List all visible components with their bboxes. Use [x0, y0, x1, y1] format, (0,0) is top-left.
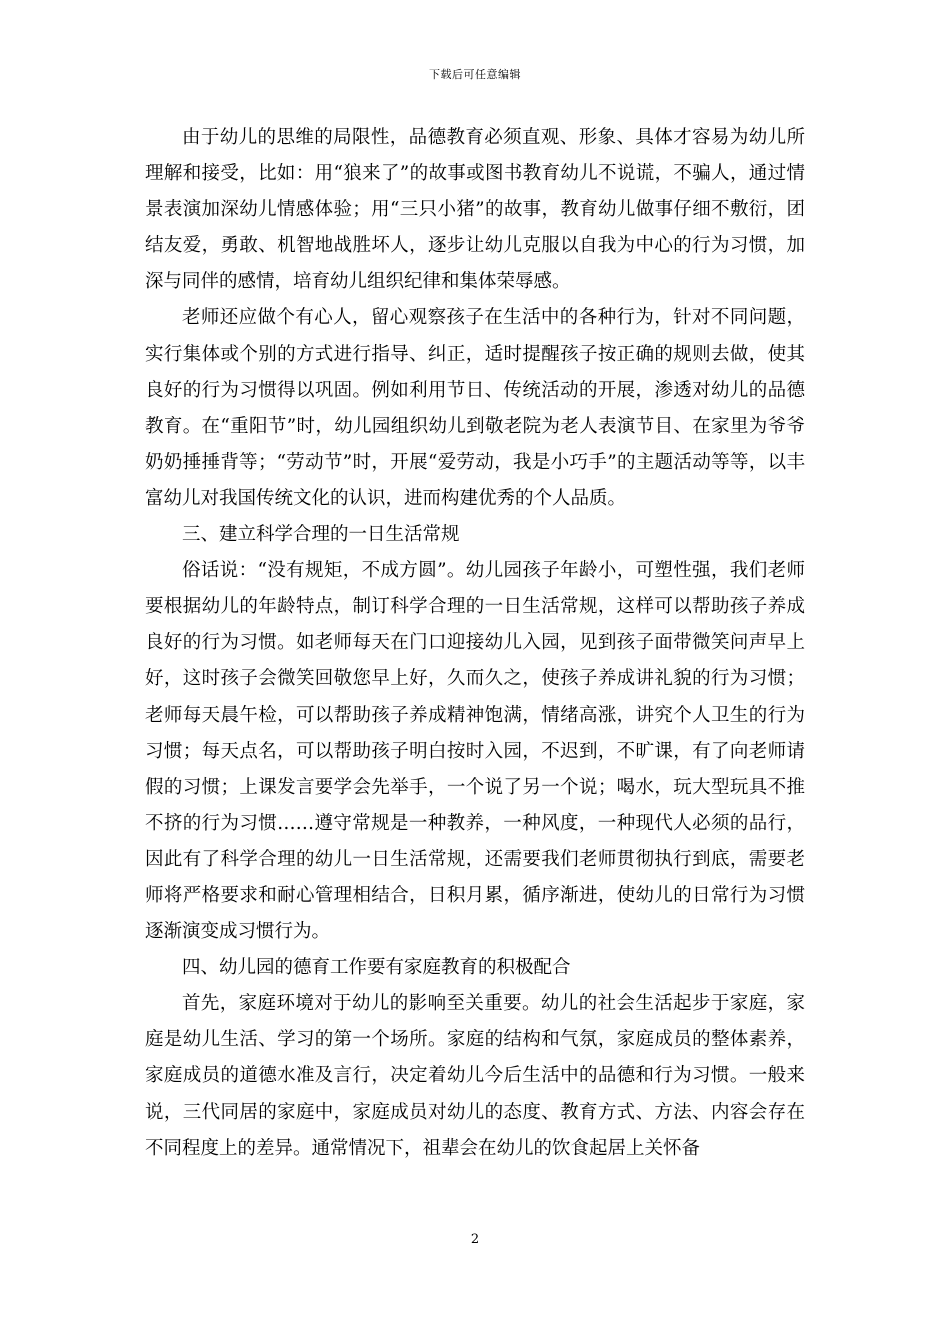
section-heading-family-education: 四、幼儿园的德育工作要有家庭教育的积极配合: [182, 957, 571, 979]
section-heading-daily-routine: 三、建立科学合理的一日生活常规: [182, 524, 460, 546]
paragraph-teacher-observation: 老师还应做个有心人，留心观察孩子在生活中的各种行为，针对不同问题，实行集体或个别的方式进行指导、纠正，适时提醒孩子按正确的规则去做，使其良好的行为习惯得以巩固。例如利用节日、传统活动的开展，渗透对幼儿的品德教育。在“重阳节”时，幼儿园组织幼儿到敬老院为老人表演节目、在家里为爷爷奶奶捶捶背等；“劳动节”时，开展“爱劳动，我是小巧手”的主题活动等等，以丰富幼儿对我国传统文化的认识，进而构建优秀的个人品质。: [145, 307, 805, 509]
page-header: 下载后可任意编辑: [429, 68, 521, 81]
paragraph-moral-education: 由于幼儿的思维的局限性，品德教育必须直观、形象、具体才容易为幼儿所理解和接受，比如：用“狼来了”的故事或图书教育幼儿不说谎，不骗人，通过情景表演加深幼儿情感体验；用“三只小猪”的故事，教育幼儿做事仔细不敷衍，团结友爱，勇敢、机智地战胜坏人，逐步让幼儿克服以自我为中心的行为习惯，加深与同伴的感情，培育幼儿组织纪律和集体荣辱感。: [145, 127, 805, 293]
page-number: 2: [470, 1232, 480, 1247]
paragraph-family-environment: 首先，家庭环境对于幼儿的影响至关重要。幼儿的社会生活起步于家庭，家庭是幼儿生活、学习的第一个场所。家庭的结构和气氛，家庭成员的整体素养，家庭成员的道德水准及言行，决定着幼儿今后生活中的品德和行为习惯。一般来说，三代同居的家庭中，家庭成员对幼儿的态度、教育方式、方法、内容会存在不同程度上的差异。通常情况下，祖辈会在幼儿的饮食起居上关怀备: [145, 993, 805, 1159]
document-body: [145, 120, 805, 1167]
paragraph-daily-routine: 俗话说：“没有规矩，不成方圆”。幼儿园孩子年龄小，可塑性强，我们老师要根据幼儿的年龄特点，制订科学合理的一日生活常规，这样可以帮助孩子养成良好的行为习惯。如老师每天在门口迎接幼儿入园，见到孩子面带微笑问声早上好，这时孩子会微笑回敬您早上好，久而久之，使孩子养成讲礼貌的行为习惯；老师每天晨午检，可以帮助孩子养成精神饱满，情绪高涨，讲究个人卫生的行为习惯；每天点名，可以帮助孩子明白按时入园，不迟到，不旷课，有了向老师请假的习惯；上课发言要学会先举手，一个说了另一个说；喝水，玩大型玩具不推不挤的行为习惯……遵守常规是一种教养，一种风度，一种现代人必须的品行，因此有了科学合理的幼儿一日生活常规，还需要我们老师贯彻执行到底，需要老师将严格要求和耐心管理相结合，日积月累，循序渐进，使幼儿的日常行为习惯逐渐演变成习惯行为。: [145, 560, 805, 943]
